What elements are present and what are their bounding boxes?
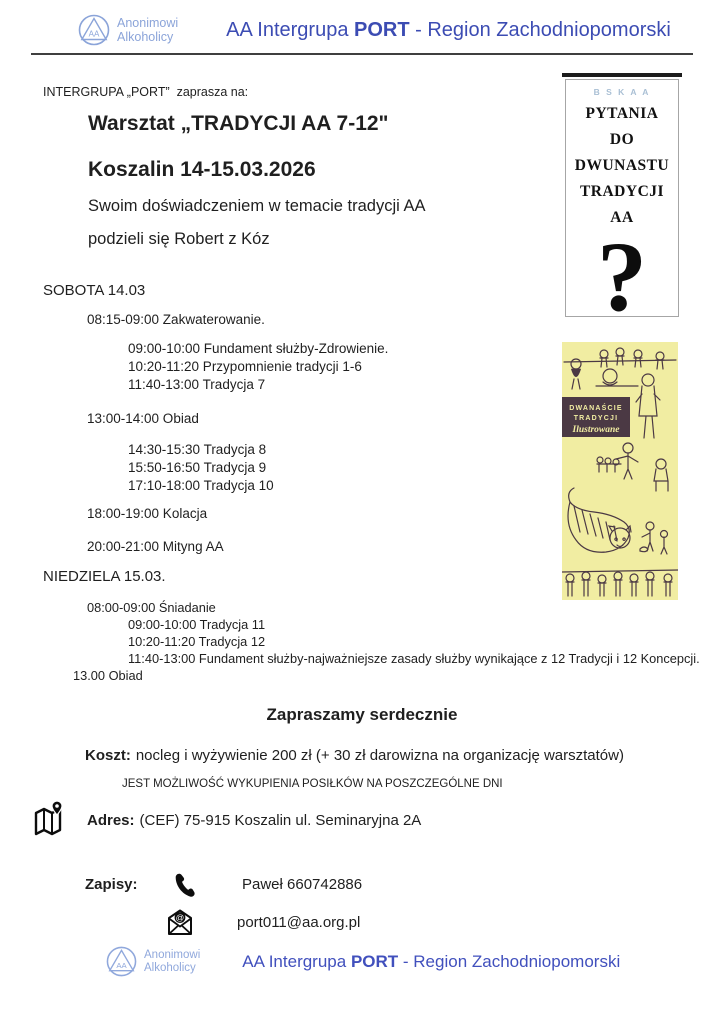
aa-logo [78,14,178,46]
schedule-item: 09:00-10:00 Tradycja 11 [128,617,266,632]
phone-contact-text: Paweł 660742886 [242,876,363,893]
banner-title-post: - Region Zachodniopomorski [409,18,671,41]
schedule-item: 13.00 Obiad [73,668,143,683]
email-row [165,907,694,937]
footer-banner [61,946,663,984]
book-title-line: TRADYCJI [579,183,665,200]
book-cover-image [562,73,682,332]
lead-line-1: Swoim doświadczeniem w temacie tradycji AA [88,197,426,215]
booklet-cover-image [562,342,678,600]
aa-logo-footer [106,946,200,977]
svg-text:AA: AA [88,29,100,39]
address-label: Adres: [87,811,135,829]
aa-logo-name [117,16,178,44]
address-row [30,799,694,841]
book-title-line: PYTANIA [585,105,659,122]
booklet-badge-title-line1: DWANAŚCIE [569,405,623,412]
header-banner-title [226,19,671,42]
schedule-item: 08:00-09:00 Śniadanie [87,600,216,615]
lead-line-2: podzieli się Robert z Kóz [88,230,270,248]
schedule-item: 18:00-19:00 Kolacja [87,506,208,521]
aa-logo-name-footer [144,949,200,975]
schedule-item: 10:20-11:20 Tradycja 12 [128,634,266,649]
schedule-item: 08:15-09:00 Zakwaterowanie. [87,312,265,327]
book-title-line: AA [610,209,634,226]
book-imprint: B S K A A [593,87,651,97]
schedule-item: 17:10-18:00 Tradycja 10 [128,478,274,493]
cost-label: Koszt: [85,747,131,764]
aa-circle-triangle-icon [78,14,110,46]
saturday-header: SOBOTA 14.03 [43,282,146,299]
intro-line: INTERGRUPA „PORT” zaprasza na: [43,85,249,99]
aa-circle-triangle-icon [106,946,137,977]
banner-title-bold: PORT [350,951,399,971]
book-title-line: DO [609,131,635,148]
schedule-item: 10:20-11:20 Przypomnienie tradycji 1-6 [128,359,362,374]
email-icon [165,907,215,937]
book-title-line: DWUNASTU [574,157,670,174]
schedule-item: 11:40-13:00 Fundament służby-najważniejsze zasady służby wynikające z 12 Tradycji i 12 Koncepcji. [128,651,700,666]
signup-row [85,871,694,898]
footer-banner-title [242,952,620,972]
book-cover-face [565,79,679,332]
logo-name-line2: Alkoholicy [144,961,196,974]
schedule-item: 14:30-15:30 Tradycja 8 [128,442,267,457]
logo-name-line1: Anonimowi [144,948,201,961]
phone-icon [170,871,220,898]
banner-title-pre: AA Intergrupa [242,951,351,971]
invitation-line: Zapraszamy serdecznie [266,705,458,724]
booklet-badge-title-line2: TRADYCJI [573,415,619,422]
banner-title-bold: PORT [354,18,410,41]
schedule-item: 09:00-10:00 Fundament służby-Zdrowienie. [128,341,389,356]
signup-label: Zapisy: [85,876,138,893]
schedule-item: 13:00-14:00 Obiad [87,411,199,426]
workshop-place-date: Koszalin 14-15.03.2026 [88,158,316,181]
schedule-item: 20:00-21:00 Mityng AA [87,539,224,554]
cost-text: nocleg i wyżywienie 200 zł (+ 30 zł darowizna na organizację warsztatów) [135,747,624,764]
schedule-item: 15:50-16:50 Tradycja 9 [128,460,267,475]
booklet-badge-subtitle: Ilustrowane [572,425,620,435]
email-contact-text: port011@aa.org.pl [237,913,361,931]
logo-name-line2: Alkoholicy [117,30,174,44]
question-mark-glyph: ? [597,221,647,332]
schedule-item: 11:40-13:00 Tradycja 7 [128,377,266,392]
header-banner [31,0,693,55]
address-text: (CEF) 75-915 Koszalin ul. Seminaryjna 2A [139,811,422,829]
banner-title-pre: AA Intergrupa [226,18,355,41]
svg-text:@: @ [175,912,185,923]
banner-title-post: - Region Zachodniopomorski [398,951,621,971]
svg-text:AA: AA [116,960,127,970]
booklet-illustration [562,342,678,600]
workshop-title: Warsztat „TRADYCJI AA 7-12" [88,112,389,135]
book-cover-top-bar [562,73,682,77]
sunday-header: NIEDZIELA 15.03. [43,568,166,585]
map-icon [30,799,67,841]
cost-line [85,747,694,764]
logo-name-line1: Anonimowi [117,16,179,30]
book-title [566,101,678,231]
meals-note: JEST MOŻLIWOŚĆ WYKUPIENIA POSIŁKÓW NA POSZCZEGÓLNE DNI [122,778,503,790]
